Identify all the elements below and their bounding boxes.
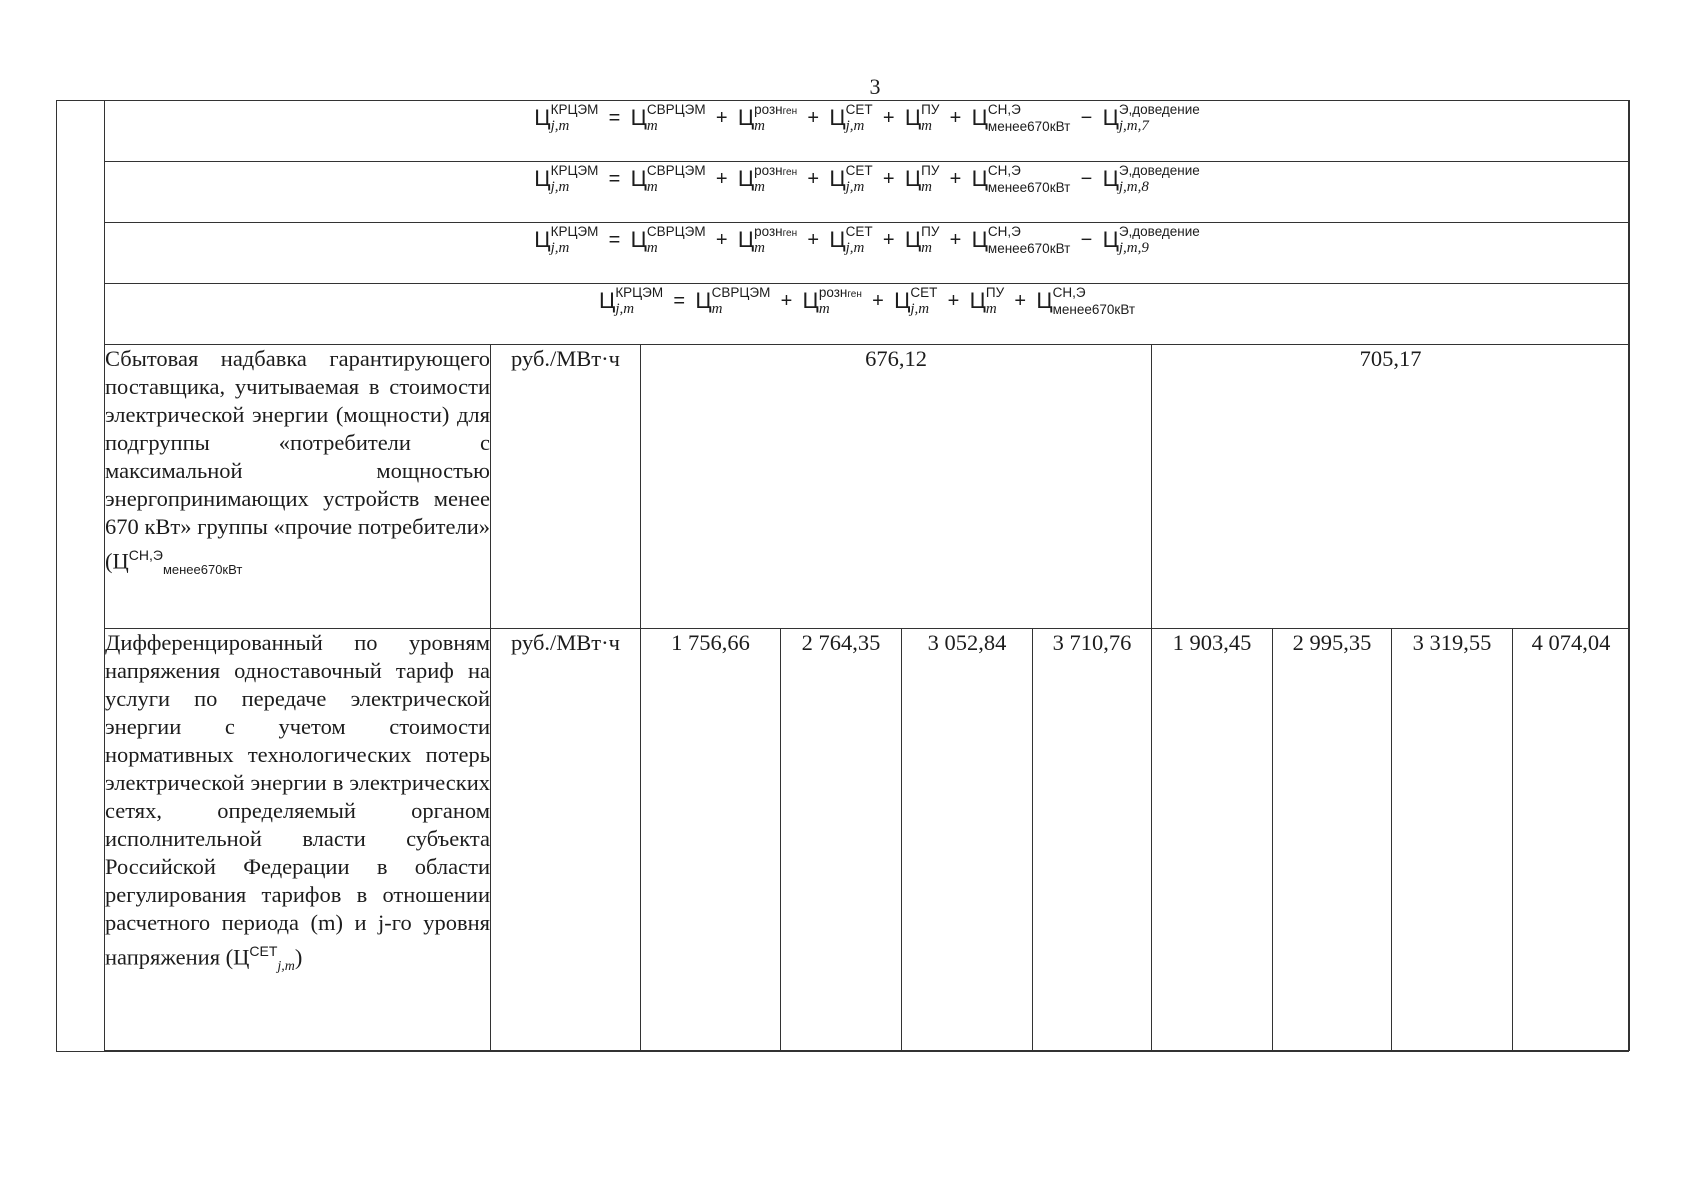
markup-description: Сбытовая надбавка гарантирующего поставщика, учитываемая в стоимости электрической энергии (мощности) для подгруппы «потребители с максимальной мощностью энергопринимающих устройств менее 670 кВт» группы «прочие потребители» (Ц xyxy=(105,346,490,574)
formula-superscript: СН,Э xyxy=(987,224,1021,239)
price-symbol: Ц xyxy=(971,227,988,252)
formula-superscript: КРЦЭМ xyxy=(550,163,599,178)
price-symbol: Ц xyxy=(695,288,712,313)
formula-row xyxy=(105,101,1630,162)
formula-superscript: СВРЦЭМ xyxy=(646,102,706,117)
minus-sign: − xyxy=(1080,168,1093,190)
formula-subscript: m xyxy=(921,240,932,256)
formula-superscript: СВРЦЭМ xyxy=(646,163,706,178)
price-symbol: Ц xyxy=(534,227,551,252)
price-symbol: Ц xyxy=(969,288,986,313)
markup-description-cell xyxy=(105,345,491,629)
formula-cell xyxy=(105,284,1630,345)
price-symbol: Ц xyxy=(630,166,647,191)
formula-subscript: менее670кВт xyxy=(987,119,1071,134)
price-symbol: Ц xyxy=(971,166,988,191)
tariff-symbol-subscript: j,m xyxy=(277,959,295,974)
formula-superscript: розн xyxy=(754,224,783,239)
formula-subscript: m xyxy=(711,301,723,317)
price-symbol: Ц xyxy=(829,105,846,130)
plus-sign: + xyxy=(807,229,820,251)
formula-subscript: j,m xyxy=(845,179,865,195)
tariff-value-cell: 2 995,35 xyxy=(1273,629,1392,1051)
tariff-unit-cell: руб./МВт·ч xyxy=(491,629,641,1051)
tariff-value-cell: 3 710,76 xyxy=(1033,629,1152,1051)
plus-sign: + xyxy=(715,229,728,251)
formula-superscript: ПУ xyxy=(921,102,940,117)
formula-superscript: розн xyxy=(754,102,783,117)
formula-subscript: m xyxy=(646,118,658,134)
markup-value-second-half: 705,17 xyxy=(1152,345,1630,629)
formula-row xyxy=(105,284,1630,345)
tariff-symbol-close: ) xyxy=(294,944,303,970)
formula-subscript: m xyxy=(646,179,658,195)
plus-sign: + xyxy=(715,107,728,129)
formula-superscript: СЕТ xyxy=(845,163,873,178)
formula-superscript: СВРЦЭМ xyxy=(646,224,706,239)
price-symbol: Ц xyxy=(802,288,819,313)
tariff-row xyxy=(105,629,1630,1051)
formula-superscript: Э,доведение xyxy=(1118,224,1200,239)
price-symbol: Ц xyxy=(1102,166,1119,191)
price-symbol: Ц xyxy=(829,227,846,252)
formula-subscript: j,m xyxy=(550,240,570,256)
plus-sign: + xyxy=(882,229,895,251)
minus-sign: − xyxy=(1080,229,1093,251)
formula-subscript: m xyxy=(921,179,932,195)
formula-subscript: j,m xyxy=(910,301,930,317)
formula-superscript: СЕТ xyxy=(845,224,873,239)
page-number: 3 xyxy=(869,74,881,99)
formula-superscript: СВРЦЭМ xyxy=(711,285,771,300)
plus-sign: + xyxy=(882,107,895,129)
plus-sign: + xyxy=(715,168,728,190)
markup-symbol-superscript: СН,Э xyxy=(128,547,163,563)
price-symbol: Ц xyxy=(894,288,911,313)
formula-subscript: j,m xyxy=(615,301,635,317)
formula-superscript: КРЦЭМ xyxy=(615,285,664,300)
plus-sign: + xyxy=(1014,290,1027,312)
formula-superscript: ПУ xyxy=(921,224,940,239)
price-symbol: Ц xyxy=(971,105,988,130)
tariff-description-cell xyxy=(105,629,491,1051)
formula-cell xyxy=(105,223,1630,284)
formula xyxy=(534,101,1200,135)
formula-superscript: СН,Э xyxy=(987,163,1021,178)
plus-sign: + xyxy=(872,290,884,312)
equals-sign: = xyxy=(608,107,621,129)
price-symbol: Ц xyxy=(737,227,755,252)
tariff-value-cell: 3 052,84 xyxy=(902,629,1033,1051)
markup-unit-cell: руб./МВт·ч xyxy=(491,345,641,629)
formula-subscript: j,m,7 xyxy=(1118,118,1149,134)
plus-sign: + xyxy=(949,107,962,129)
formula xyxy=(534,162,1200,196)
tariff-value-cell: 4 074,04 xyxy=(1513,629,1630,1051)
equals-sign: = xyxy=(608,229,621,251)
formula-cell xyxy=(105,101,1630,162)
formula-superscript: СЕТ xyxy=(910,285,938,300)
markup-row xyxy=(105,345,1630,629)
formula-subscript: m xyxy=(818,301,830,317)
equals-sign: = xyxy=(673,290,686,312)
plus-sign: + xyxy=(807,107,820,129)
price-symbol: Ц xyxy=(1102,105,1119,130)
formula-superscript: Э,доведение xyxy=(1118,102,1200,117)
price-symbol: Ц xyxy=(534,105,551,130)
formula-subscript: m xyxy=(754,118,765,134)
formula-superscript-index: ген xyxy=(782,106,798,117)
formula-subscript: j,m,8 xyxy=(1118,179,1149,195)
price-symbol: Ц xyxy=(630,227,647,252)
plus-sign: + xyxy=(780,290,793,312)
formula-superscript: СН,Э xyxy=(987,102,1021,117)
formula-cell xyxy=(105,162,1630,223)
formula-superscript: КРЦЭМ xyxy=(550,224,599,239)
tariff-value-cell: 1 903,45 xyxy=(1152,629,1273,1051)
formula-subscript: m xyxy=(754,240,765,256)
formula-superscript: ПУ xyxy=(921,163,940,178)
tariff-value-cell: 3 319,55 xyxy=(1392,629,1513,1051)
formula-superscript-index: ген xyxy=(847,289,862,300)
formula-superscript: розн xyxy=(818,285,848,300)
price-symbol: Ц xyxy=(737,105,755,130)
tariff-table xyxy=(104,100,1630,1051)
formula-superscript: ПУ xyxy=(985,285,1005,300)
minus-sign: − xyxy=(1080,107,1093,129)
price-symbol: Ц xyxy=(630,105,647,130)
price-symbol: Ц xyxy=(904,166,922,191)
price-symbol: Ц xyxy=(534,166,551,191)
formula-subscript: j,m xyxy=(550,179,570,195)
plus-sign: + xyxy=(949,229,962,251)
price-symbol: Ц xyxy=(829,166,846,191)
plus-sign: + xyxy=(882,168,895,190)
formula-subscript: m xyxy=(921,118,932,134)
formula-subscript: m xyxy=(754,179,765,195)
formula-row xyxy=(105,162,1630,223)
price-symbol: Ц xyxy=(1102,227,1119,252)
formula-subscript: менее670кВт xyxy=(987,241,1071,256)
price-symbol: Ц xyxy=(1036,288,1053,313)
formula-superscript-index: ген xyxy=(782,228,798,239)
price-symbol: Ц xyxy=(904,105,922,130)
plus-sign: + xyxy=(807,168,820,190)
formula-superscript: розн xyxy=(754,163,783,178)
tariff-description: Дифференцированный по уровням напряжения одноставочный тариф на услуги по передаче электрической энергии с учетом стоимости нормативных технологических потерь электрической энергии в электрических сетях, определяемый органом исполнительной власти субъекта Российской Федерации в области регулирования тарифов в отношении расчетного периода (m) и j-го уровня напряжения (Ц xyxy=(105,630,490,970)
formula xyxy=(599,284,1135,318)
price-symbol: Ц xyxy=(599,288,616,313)
formula-superscript-index: ген xyxy=(782,167,798,178)
tariff-value-cell: 1 756,66 xyxy=(641,629,781,1051)
formula-subscript: j,m xyxy=(845,118,865,134)
formula-subscript: менее670кВт xyxy=(987,180,1071,195)
formula-superscript: СЕТ xyxy=(845,102,873,117)
formula-subscript: j,m xyxy=(550,118,570,134)
markup-value-first-half: 676,12 xyxy=(641,345,1152,629)
tariff-symbol-superscript: СЕТ xyxy=(249,943,278,959)
markup-symbol-subscript: менее670кВт xyxy=(162,562,243,577)
formula-subscript: менее670кВт xyxy=(1052,302,1136,317)
price-symbol: Ц xyxy=(904,227,922,252)
formula-superscript: СН,Э xyxy=(1052,285,1086,300)
formula-superscript: КРЦЭМ xyxy=(550,102,599,117)
formula-subscript: j,m,9 xyxy=(1118,240,1149,256)
formula-row xyxy=(105,223,1630,284)
price-symbol: Ц xyxy=(737,166,755,191)
plus-sign: + xyxy=(947,290,960,312)
formula-superscript: Э,доведение xyxy=(1118,163,1200,178)
equals-sign: = xyxy=(608,168,621,190)
plus-sign: + xyxy=(949,168,962,190)
formula-subscript: j,m xyxy=(845,240,865,256)
formula-subscript: m xyxy=(985,301,997,317)
formula-subscript: m xyxy=(646,240,658,256)
formula xyxy=(534,223,1200,257)
tariff-value-cell: 2 764,35 xyxy=(781,629,902,1051)
